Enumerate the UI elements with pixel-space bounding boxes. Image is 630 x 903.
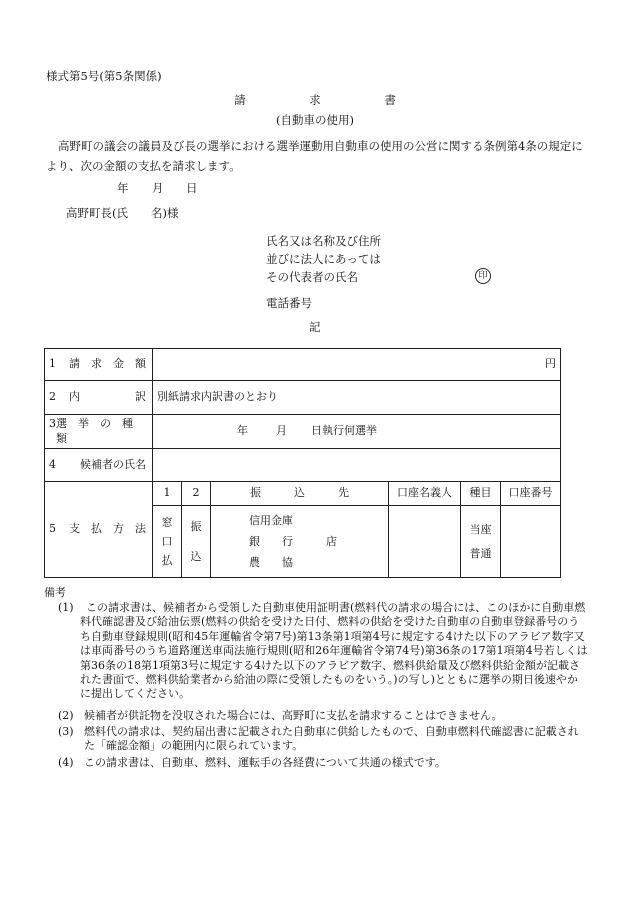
row-label-text: 請 求 金 額 <box>69 357 146 371</box>
row-label-text: 内 訳 <box>69 390 146 404</box>
form-number: 様式第5号(第5条関係) <box>46 69 162 83</box>
col-head-2: 2 <box>182 482 211 506</box>
note-text: この請求書は、候補者から受領した自動車使用証明書(燃料代の請求の場合には、このほかに自動車燃料代確認書及び給油伝票(燃料の供給を受けた日付、燃料の供給を受けた自動車の自動車登録番号のうち自動車登録規則(昭和45年運輸省令第7号)第13条第1項第4号に規定する4けた以下のアラビア数字又は車両番号のうち道路運送車両法施行規則(昭和26年運輸省令第74号)第36条の17第1項第4号若しくは第36条の18第1項第3号に規定する4けた以下のアラビア数字、燃料供給量及び燃料供給金額が記載された書面で、燃料供給業者から給油の際に受領したものをいう。)の写し)とともに選挙の期日後速やかに提出してください。 <box>80 601 588 701</box>
applicant-line-1: 氏名又は名称及び住所 <box>266 234 381 248</box>
bank-line: 農 協 <box>249 556 293 569</box>
account-holder-cell[interactable] <box>389 506 461 578</box>
date-day: 日 <box>186 181 198 195</box>
election-rest: 日執行何選挙 <box>311 424 377 438</box>
row-label <box>45 349 153 381</box>
col-head-account: 口座番号 <box>501 482 561 506</box>
col-head-bank: 振 込 先 <box>211 482 389 506</box>
title-char: 請 <box>234 93 246 107</box>
breakdown-cell <box>153 381 561 415</box>
table-row <box>45 415 561 449</box>
row-label <box>45 415 153 449</box>
breakdown-text: 別紙請求内訳書のとおり <box>157 390 278 404</box>
addressee: 高野町長(氏 名)様 <box>66 206 179 220</box>
row-number: 3 <box>49 417 56 431</box>
bank-line: 銀 行 店 <box>249 535 337 548</box>
ki-heading: 記 <box>309 320 321 334</box>
seal-label: 印 <box>478 271 488 281</box>
title-char: 書 <box>384 93 396 107</box>
col-head-holder: 口座名義人 <box>389 482 461 506</box>
account-type-option: 当座 <box>469 522 492 536</box>
title-char: 求 <box>309 93 321 107</box>
transfer-char: 振 <box>190 519 202 533</box>
account-type-option: 普通 <box>469 546 492 560</box>
document-subtitle: (自動車の使用) <box>276 113 354 127</box>
note-item <box>58 709 588 723</box>
counter-char: 払 <box>161 554 173 567</box>
note-number: (1) <box>58 601 74 614</box>
col-head-1: 1 <box>153 482 182 506</box>
row-number: 4 <box>49 457 56 471</box>
transfer-cell[interactable] <box>182 506 211 578</box>
row-label-text: 候補者の氏名 <box>80 457 146 471</box>
row-label <box>45 449 153 482</box>
row-number: 2 <box>49 390 56 404</box>
election-type-cell[interactable] <box>153 415 561 449</box>
bank-cell[interactable] <box>211 506 389 578</box>
note-number: (2) <box>58 709 74 722</box>
note-item <box>58 601 588 702</box>
document-title <box>0 93 630 107</box>
counter-char: 窓 <box>161 516 173 529</box>
note-number: (4) <box>58 756 74 769</box>
row-number: 5 <box>49 522 56 536</box>
note-item <box>58 725 588 754</box>
candidate-name-cell[interactable] <box>153 449 561 482</box>
table-row <box>45 449 561 482</box>
table-row <box>45 349 561 381</box>
row-number: 1 <box>49 357 56 371</box>
notes-heading: 備考 <box>44 586 66 599</box>
table-row <box>45 381 561 415</box>
election-year: 年 <box>237 424 248 438</box>
applicant-line-3: その代表者の氏名 <box>266 270 358 284</box>
note-text: この請求書は、自動車、燃料、運転手の各経費について共通の様式です。 <box>84 756 446 769</box>
row-label <box>45 482 153 578</box>
account-type-cell[interactable] <box>461 506 501 578</box>
note-text: 候補者が供託物を没収された場合には、高野町に支払を請求することはできません。 <box>84 709 503 722</box>
intro-paragraph: 高野町の議会の議員及び長の選挙における選挙運動用自動車の使用の公営に関する条例第4条の規定により、次の金額の支払を請求します。 <box>46 139 583 173</box>
table-row <box>45 482 561 506</box>
counter-payment-cell[interactable] <box>153 506 182 578</box>
seal-mark <box>475 268 491 284</box>
phone-label: 電話番号 <box>266 296 312 310</box>
bank-line: 信用金庫 <box>249 514 293 527</box>
col-head-type: 種目 <box>461 482 501 506</box>
amount-cell[interactable] <box>153 349 561 381</box>
note-item <box>58 756 588 770</box>
note-number: (3) <box>58 725 74 738</box>
transfer-char: 込 <box>190 549 202 563</box>
account-number-cell[interactable] <box>501 506 561 578</box>
note-text: 燃料代の請求は、契約届出書に記載された自動車に供給したもので、自動車燃料代確認書に記載された「確認金額」の範囲内に限られています。 <box>84 725 579 753</box>
election-month: 月 <box>276 424 287 438</box>
counter-char: 口 <box>161 535 173 548</box>
row-label-text: 支 払 方 法 <box>69 522 146 536</box>
applicant-line-2: 並びに法人にあっては <box>266 252 381 266</box>
row-label <box>45 381 153 415</box>
claim-table <box>44 348 561 578</box>
date-year: 年 <box>117 181 129 195</box>
date-month: 月 <box>152 181 164 195</box>
row-label-text: 選 挙 の 種 類 <box>56 417 144 445</box>
yen-unit: 円 <box>545 357 557 371</box>
